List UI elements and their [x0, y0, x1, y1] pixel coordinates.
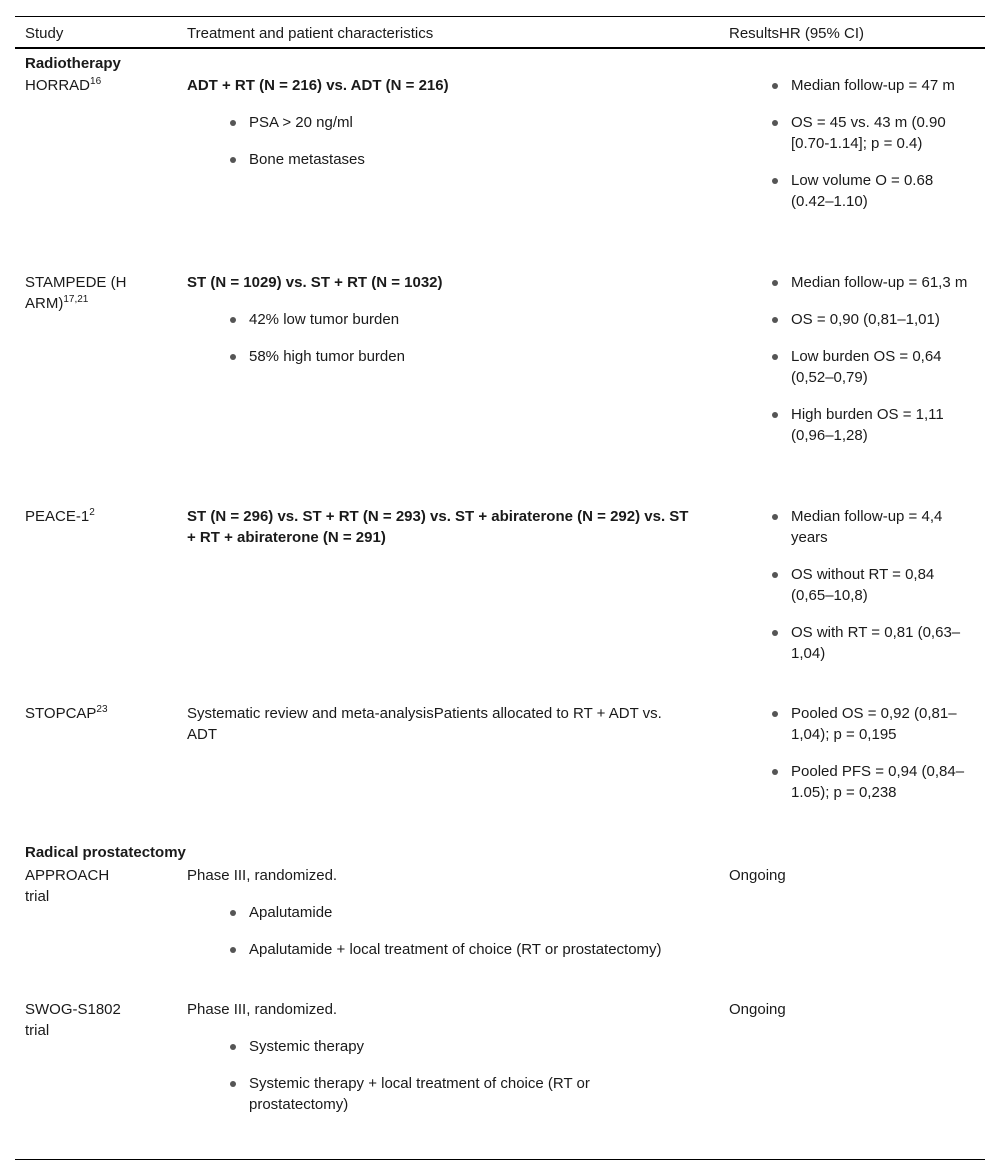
section-radiotherapy: Radiotherapy — [25, 55, 121, 72]
list-item: Median follow-up = 4,4 years — [791, 506, 979, 548]
header-study: Study — [25, 25, 64, 42]
section-prostatectomy: Radical prostatectomy — [25, 844, 186, 861]
list-item: OS = 45 vs. 43 m (0.90 [0.70-1.14]; p = 0.4) — [791, 112, 979, 154]
list-item: Median follow-up = 47 m — [791, 75, 979, 96]
study-cell: SWOG-S1802 trial — [25, 1001, 121, 1039]
treatment-arms: Systematic review and meta-analysisPatients allocated to RT + ADT vs. ADT — [187, 705, 662, 743]
list-item: Low volume O = 0.68 (0.42–1.10) — [791, 170, 979, 212]
treatment-arms: ST (N = 1029) vs. ST + RT (N = 1032) — [187, 274, 443, 291]
table-bottom-rule — [15, 1159, 985, 1160]
list-item: Pooled PFS = 0,94 (0,84–1.05); p = 0,238 — [791, 761, 979, 803]
treatment-cell — [187, 272, 707, 367]
list-item: 58% high tumor burden — [249, 346, 707, 367]
treatment-cell — [187, 865, 707, 960]
list-item: Systemic therapy — [249, 1036, 649, 1057]
results-cell: Ongoing — [729, 867, 786, 884]
results-cell: Ongoing — [729, 1001, 786, 1018]
results-cell — [729, 506, 979, 680]
treatment-cell — [187, 703, 687, 745]
results-cell — [729, 703, 979, 819]
list-item: Systemic therapy + local treatment of choice (RT or prostatectomy) — [249, 1073, 649, 1115]
list-item: OS = 0,90 (0,81–1,01) — [791, 309, 979, 330]
list-item: OS without RT = 0,84 (0,65–10,8) — [791, 564, 979, 606]
study-cell: STOPCAP$^{23}$ — [25, 704, 108, 722]
treatment-cell — [187, 75, 707, 170]
results-table — [15, 16, 985, 1160]
list-item: Pooled OS = 0,92 (0,81–1,04); p = 0,195 — [791, 703, 979, 745]
study-cell: APPROACH trial — [25, 867, 110, 905]
header-treatment: Treatment and patient characteristics — [187, 25, 434, 42]
treatment-arms: ADT + RT (N = 216) vs. ADT (N = 216) — [187, 77, 449, 94]
list-item: Low burden OS = 0,64 (0,52–0,79) — [791, 346, 979, 388]
treatment-arms: Phase III, randomized. — [187, 1001, 338, 1018]
list-item: Apalutamide — [249, 902, 707, 923]
treatment-arms: ST (N = 296) vs. ST + RT (N = 293) vs. ST + abiraterone (N = 292) vs. ST + RT + abiraterone (N = 291) — [187, 508, 689, 546]
treatment-arms: Phase III, randomized. — [187, 867, 338, 884]
list-item: OS with RT = 0,81 (0,63–1,04) — [791, 622, 979, 664]
list-item: Bone metastases — [249, 149, 707, 170]
treatment-cell — [187, 999, 707, 1115]
list-item: PSA > 20 ng/ml — [249, 112, 707, 133]
list-item: Apalutamide + local treatment of choice (RT or prostatectomy) — [249, 939, 707, 960]
study-cell: HORRAD$^{16}$ — [25, 76, 102, 94]
study-cell: PEACE-$1^2$ — [25, 507, 95, 525]
list-item: High burden OS = 1,11 (0,96–1,28) — [791, 404, 979, 446]
table-body — [15, 49, 985, 1159]
list-item: Median follow-up = 61,3 m — [791, 272, 979, 293]
table-header — [15, 17, 985, 47]
results-cell — [729, 75, 979, 228]
results-cell — [729, 272, 979, 462]
treatment-cell — [187, 506, 697, 548]
study-cell: STAMPEDE (H ARM)$^{17,21}$ — [25, 274, 127, 312]
list-item: 42% low tumor burden — [249, 309, 707, 330]
header-results: ResultsHR (95% CI) — [729, 25, 865, 42]
